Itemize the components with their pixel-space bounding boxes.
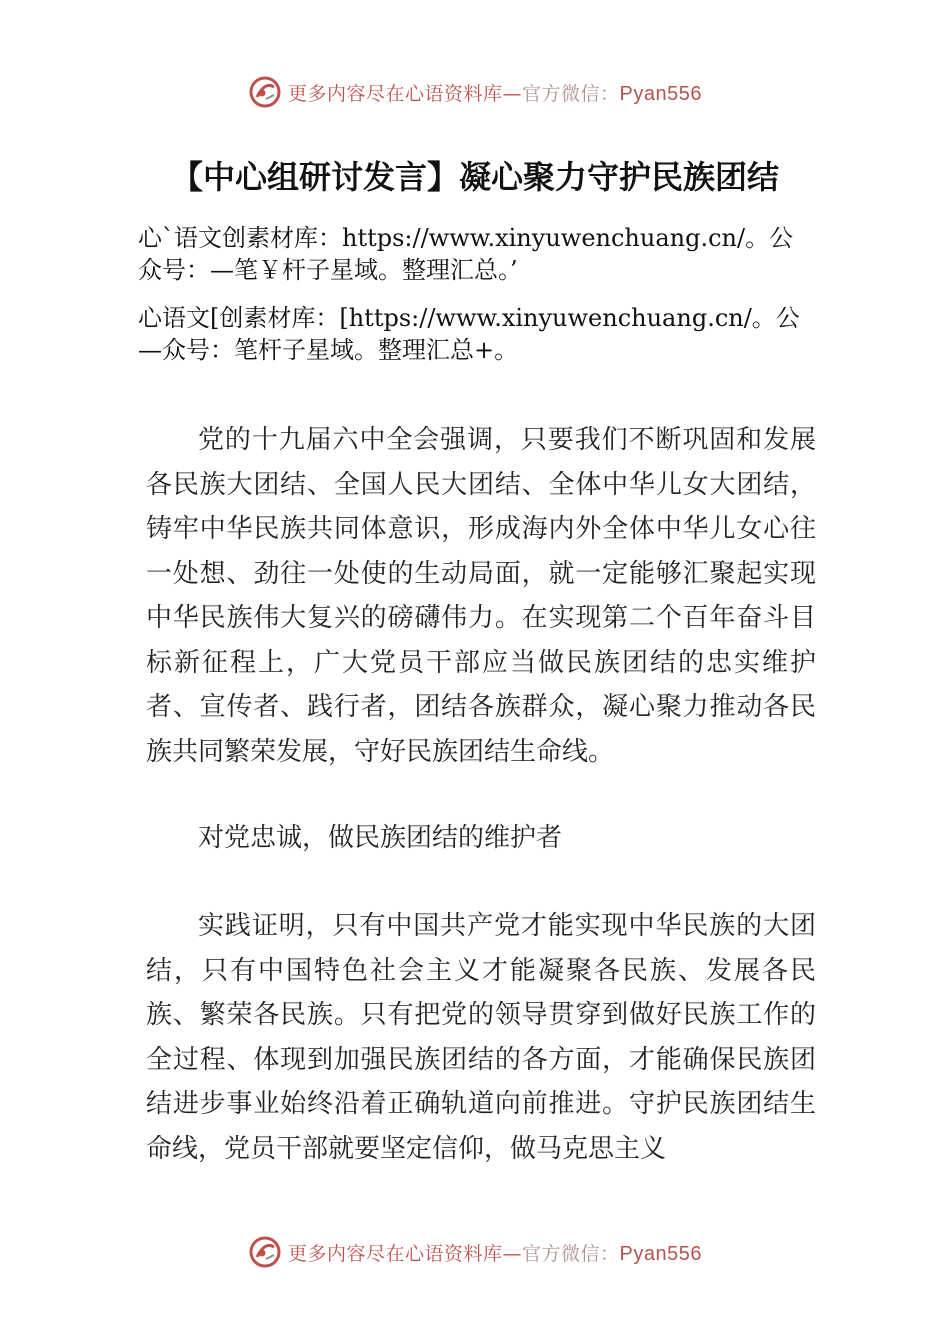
source-note-line: —众号：笔杆子星域。整理汇总+。: [138, 336, 519, 364]
section-heading: 对党忠诚，做民族团结的维护者: [198, 823, 563, 853]
banner-text: 更多内容尽在心语资料库—官方微信：Pyan556: [288, 1242, 702, 1265]
brand-logo-icon: [248, 1235, 282, 1269]
source-note: [138, 222, 838, 286]
source-note-line: 心语文[创素材库：[https://www.xinyuwenchuang.cn/。公: [138, 304, 800, 332]
source-note-line: 众号：—笔￥杆子星域。整理汇总。’: [138, 256, 518, 284]
top-banner[interactable]: [0, 72, 950, 112]
body-paragraph: 实践证明，只有中国共产党才能实现中华民族的大团结，只有中国特色社会主义才能凝聚各民族、发展各民族、繁荣各民族。只有把党的领导贯穿到做好民族工作的全过程、体现到加强民族团结的各方面，才能确保民族团结进步事业始终沿着正确轨道向前推进。守护民族团结生命线，党员干部就要坚定信仰，做马克思主义: [146, 911, 816, 1164]
banner-text: 更多内容尽在心语资料库—官方微信：Pyan556: [288, 82, 702, 105]
brand-logo-icon: [248, 75, 282, 109]
document-title: 【中心组研讨发言】凝心聚力守护民族团结: [170, 158, 779, 196]
source-note: [138, 302, 838, 366]
body-paragraph: 党的十九届六中全会强调，只要我们不断巩固和发展各民族大团结、全国人民大团结、全体中华儿女大团结，铸牢中华民族共同体意识，形成海内外全体中华儿女心往一处想、劲往一处使的生动局面，就一定能够汇聚起实现中华民族伟大复兴的磅礴伟力。在实现第二个百年奋斗目标新征程上，广大党员干部应当做民族团结的忠实维护者、宣传者、践行者，团结各族群众，凝心聚力推动各民族共同繁荣发展，守好民族团结生命线。: [146, 425, 816, 767]
bottom-banner[interactable]: [0, 1232, 950, 1272]
source-note-line: 心`语文创素材库：https://www.xinyuwenchuang.cn/。公: [138, 224, 794, 252]
